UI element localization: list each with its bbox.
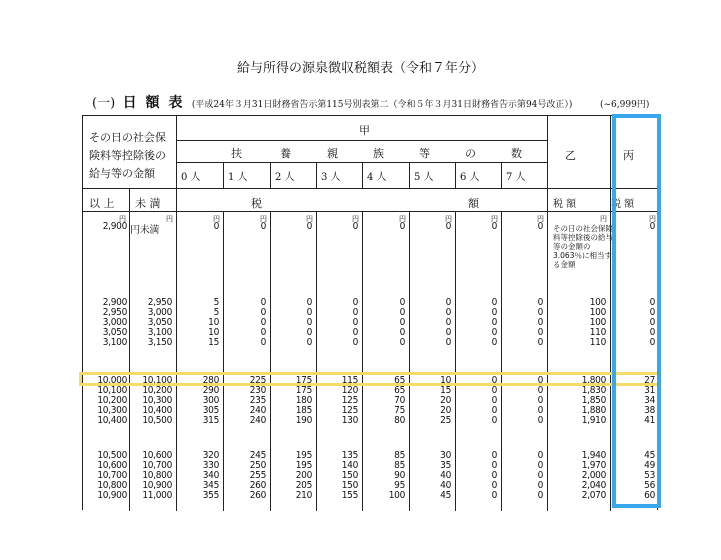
gaku-header: 額: [468, 197, 479, 210]
table-row-value: 0: [537, 405, 543, 416]
fuyo-header-char: 数: [511, 147, 522, 160]
table-row-value: 80: [394, 415, 405, 426]
table-row-hei: 38: [644, 405, 655, 416]
table-row-otsu: 1,940: [581, 450, 606, 461]
table-rule: [455, 162, 456, 188]
table-name: 日 額 表: [122, 95, 185, 111]
yen-unit: 円: [399, 215, 406, 223]
table-row-value: 0: [352, 317, 358, 328]
table-row-value: 0: [491, 317, 497, 328]
table-row-value: 65: [394, 375, 405, 386]
left-header: [89, 129, 166, 183]
table-row-value: 150: [341, 480, 358, 491]
table-row-value: 95: [394, 480, 405, 491]
yen-unit: 円: [537, 215, 544, 223]
table-row-value: 185: [295, 405, 312, 416]
table-rule: [270, 162, 271, 188]
table-row-ijo: 10,200: [97, 395, 127, 406]
otsu-note: その日の社会保険料等控除後の給与等の金額の3.063％に相当する金額: [553, 224, 613, 269]
table-row-value: 0: [537, 460, 543, 471]
table-row-value: 245: [249, 450, 266, 461]
hei-header: 丙: [623, 149, 634, 162]
table-rule: [409, 162, 410, 188]
table-row-value: 210: [295, 490, 312, 501]
table-row-value: 0: [306, 317, 312, 328]
table-row-value: 0: [537, 297, 543, 308]
table-row-value: 90: [394, 470, 405, 481]
table-row-value: 0: [445, 307, 451, 318]
first-row-value: 0: [491, 221, 497, 232]
table-row-value: 355: [202, 490, 219, 501]
table-row-value: 0: [491, 307, 497, 318]
table-row-hei: 45: [644, 450, 655, 461]
yen-unit: 円: [119, 215, 126, 223]
table-row-value: 0: [537, 490, 543, 501]
table-row-value: 0: [491, 490, 497, 501]
table-row-value: 0: [537, 307, 543, 318]
page-title: 給与所得の源泉徴収税額表（令和７年分）: [236, 61, 484, 76]
table-row-hei: 49: [644, 460, 655, 471]
yen-unit: 円: [306, 215, 313, 223]
table-row-value: 0: [537, 470, 543, 481]
left-header-line: その日の社会保: [89, 131, 166, 144]
table-row-value: 0: [537, 337, 543, 348]
dependent-count-header: 7 人: [506, 172, 526, 183]
table-row-hei: 34: [644, 395, 655, 406]
first-row-value: 0: [213, 221, 219, 232]
table-row-value: 0: [537, 385, 543, 396]
legal-note: (平成24年３月31日財務省告示第115号別表第二（令和５年３月31日財務省告示第94号改正）): [191, 100, 573, 110]
miman-header: 未 満: [135, 197, 161, 210]
table-row-value: 0: [260, 327, 266, 338]
table-row-ijo: 10,500: [97, 450, 127, 461]
table-row-miman: 10,200: [142, 385, 172, 396]
table-rule: [316, 162, 317, 188]
table-row-value: 0: [260, 297, 266, 308]
table-row-value: 40: [440, 470, 451, 481]
table-row-value: 125: [341, 395, 358, 406]
table-row-value: 205: [295, 480, 312, 491]
table-row-ijo: 10,600: [97, 460, 127, 471]
table-row-hei: 0: [649, 317, 655, 328]
first-row-miman: 円未満: [130, 225, 160, 236]
table-row-value: 30: [440, 450, 451, 461]
table-row-value: 135: [341, 450, 358, 461]
table-row-value: 0: [399, 297, 405, 308]
table-row-otsu: 1,970: [581, 460, 606, 471]
highlight-hei-column: [612, 114, 661, 508]
table-row-value: 20: [440, 395, 451, 406]
table-row-value: 0: [537, 317, 543, 328]
table-row-value: 85: [394, 460, 405, 471]
table-row-value: 250: [249, 460, 266, 471]
table-row-miman: 10,500: [142, 415, 172, 426]
table-row-value: 180: [295, 395, 312, 406]
table-row-miman: 10,400: [142, 405, 172, 416]
table-row-ijo: 10,400: [97, 415, 127, 426]
table-row-value: 175: [295, 385, 312, 396]
table-row-value: 0: [352, 337, 358, 348]
table-row-value: 45: [440, 490, 451, 501]
table-row-hei: 56: [644, 480, 655, 491]
zei-header: 税: [251, 197, 262, 210]
table-row-miman: 11,000: [142, 490, 172, 501]
ijo-header: 以 上: [89, 197, 115, 210]
table-row-value: 0: [537, 395, 543, 406]
table-row-value: 85: [394, 450, 405, 461]
table-row-value: 0: [306, 297, 312, 308]
table-row-ijo: 10,000: [97, 375, 127, 386]
table-row-value: 10: [208, 327, 219, 338]
table-row-miman: 2,950: [147, 297, 172, 308]
table-row-value: 0: [260, 317, 266, 328]
table-row-miman: 3,000: [147, 307, 172, 318]
first-row-value: 0: [352, 221, 358, 232]
table-row-otsu: 2,070: [581, 490, 606, 501]
table-row-miman: 3,150: [147, 337, 172, 348]
table-row-value: 0: [445, 327, 451, 338]
yen-unit: 円: [260, 215, 267, 223]
dependent-count-header: 6 人: [460, 172, 480, 183]
table-row-value: 70: [394, 395, 405, 406]
table-row-value: 0: [306, 327, 312, 338]
table-row-value: 0: [537, 375, 543, 386]
table-row-value: 150: [341, 470, 358, 481]
table-row-value: 195: [295, 450, 312, 461]
table-row-hei: 53: [644, 470, 655, 481]
table-rule: [83, 188, 659, 189]
dependent-count-header: 5 人: [414, 172, 434, 183]
table-row-otsu: 110: [589, 337, 606, 348]
table-row-hei: 0: [649, 307, 655, 318]
table-row-otsu: 2,040: [581, 480, 606, 491]
fuyo-header-char: 養: [280, 147, 291, 160]
table-row-value: 0: [537, 327, 543, 338]
table-row-otsu: 1,850: [581, 395, 606, 406]
withholding-tax-table: [82, 115, 658, 510]
table-row-value: 35: [440, 460, 451, 471]
table-subheading: [92, 92, 572, 112]
hei-zeigaku-header: 税 額: [611, 199, 635, 210]
table-row-hei: 60: [644, 490, 655, 501]
table-row-value: 100: [388, 490, 405, 501]
table-row-value: 5: [213, 307, 219, 318]
table-row-miman: 10,800: [142, 470, 172, 481]
table-row-otsu: 1,910: [581, 415, 606, 426]
table-row-value: 15: [208, 337, 219, 348]
table-row-value: 315: [202, 415, 219, 426]
first-row-value: 0: [260, 221, 266, 232]
table-row-miman: 10,700: [142, 460, 172, 471]
dependent-count-header: 0 人: [181, 172, 201, 183]
table-row-value: 0: [537, 415, 543, 426]
dependent-count-header: 4 人: [367, 172, 387, 183]
table-row-otsu: 1,800: [581, 375, 606, 386]
table-row-value: 25: [440, 415, 451, 426]
yen-unit: 円: [649, 215, 656, 223]
table-row-value: 330: [202, 460, 219, 471]
table-row-value: 0: [399, 337, 405, 348]
table-row-hei: 31: [644, 385, 655, 396]
table-row-value: 115: [341, 375, 358, 386]
section-number: (一): [92, 96, 116, 111]
first-row-value: 0: [399, 221, 405, 232]
table-row-value: 0: [491, 470, 497, 481]
table-row-ijo: 10,700: [97, 470, 127, 481]
otsu-zeigaku-header: 税 額: [553, 199, 577, 210]
table-row-value: 0: [491, 327, 497, 338]
table-rule: [362, 162, 363, 188]
table-row-value: 240: [249, 415, 266, 426]
table-row-value: 20: [440, 405, 451, 416]
table-row-otsu: 100: [589, 317, 606, 328]
fuyo-header-char: 扶: [231, 147, 242, 160]
table-rule: [501, 162, 502, 188]
table-row-ijo: 10,900: [97, 490, 127, 501]
table-row-otsu: 1,880: [581, 405, 606, 416]
table-row-otsu: 110: [589, 327, 606, 338]
table-row-value: 345: [202, 480, 219, 491]
table-row-value: 255: [249, 470, 266, 481]
table-row-value: 0: [491, 337, 497, 348]
table-row-value: 240: [249, 405, 266, 416]
table-row-value: 0: [537, 480, 543, 491]
table-row-value: 0: [491, 450, 497, 461]
table-row-value: 40: [440, 480, 451, 491]
table-row-hei: 27: [644, 375, 655, 386]
table-row-value: 300: [202, 395, 219, 406]
table-row-ijo: 10,800: [97, 480, 127, 491]
table-row-value: 0: [399, 327, 405, 338]
table-row-value: 5: [213, 297, 219, 308]
table-row-value: 0: [491, 375, 497, 386]
table-row-value: 0: [260, 337, 266, 348]
table-row-value: 0: [491, 395, 497, 406]
left-header-line: 険料等控除後の: [89, 149, 166, 162]
table-row-value: 0: [491, 385, 497, 396]
yen-unit: 円: [445, 215, 452, 223]
table-row-hei: 0: [649, 327, 655, 338]
table-row-ijo: 3,050: [102, 327, 127, 338]
fuyo-header-char: の: [465, 147, 476, 160]
table-row-value: 195: [295, 460, 312, 471]
dependent-count-header: 1 人: [228, 172, 248, 183]
table-row-value: 225: [249, 375, 266, 386]
table-row-otsu: 100: [589, 307, 606, 318]
first-row-ijo: 2,900: [102, 221, 127, 232]
otsu-header: 乙: [565, 149, 576, 162]
table-row-value: 235: [249, 395, 266, 406]
table-row-value: 0: [445, 337, 451, 348]
yen-unit: 円: [352, 215, 359, 223]
table-row-value: 120: [341, 385, 358, 396]
table-rule: [176, 140, 547, 141]
table-row-miman: 10,900: [142, 480, 172, 491]
table-row-value: 65: [394, 385, 405, 396]
table-row-ijo: 10,100: [97, 385, 127, 396]
table-row-value: 0: [352, 297, 358, 308]
table-row-value: 0: [537, 450, 543, 461]
table-row-otsu: 1,830: [581, 385, 606, 396]
yen-unit: 円: [213, 215, 220, 223]
table-row-value: 0: [445, 317, 451, 328]
table-row-value: 175: [295, 375, 312, 386]
table-row-value: 0: [352, 327, 358, 338]
table-row-miman: 10,600: [142, 450, 172, 461]
yen-unit: 円: [166, 215, 173, 223]
table-row-value: 10: [208, 317, 219, 328]
table-row-value: 340: [202, 470, 219, 481]
table-row-value: 0: [445, 297, 451, 308]
table-rule: [223, 162, 224, 188]
table-row-value: 305: [202, 405, 219, 416]
table-row-value: 190: [295, 415, 312, 426]
table-row-value: 260: [249, 490, 266, 501]
yen-unit: 円: [491, 215, 498, 223]
table-row-miman: 10,300: [142, 395, 172, 406]
table-row-value: 0: [491, 297, 497, 308]
first-row-value: 0: [537, 221, 543, 232]
fuyo-header-char: 族: [373, 147, 384, 160]
range-note: (~6,999円): [600, 100, 650, 110]
left-header-line: 給与等の金額: [89, 167, 155, 180]
ko-header: 甲: [359, 124, 370, 137]
table-row-value: 290: [202, 385, 219, 396]
table-row-otsu: 100: [589, 297, 606, 308]
table-row-value: 0: [306, 307, 312, 318]
first-row-value: 0: [306, 221, 312, 232]
table-row-value: 0: [352, 307, 358, 318]
table-row-hei: 41: [644, 415, 655, 426]
table-row-value: 0: [306, 337, 312, 348]
table-row-ijo: 2,900: [102, 297, 127, 308]
table-row-ijo: 2,950: [102, 307, 127, 318]
table-row-ijo: 3,100: [102, 337, 127, 348]
table-rule: [83, 211, 659, 212]
table-row-value: 0: [491, 460, 497, 471]
table-row-value: 0: [399, 317, 405, 328]
table-row-value: 200: [295, 470, 312, 481]
yen-unit: 円: [600, 215, 607, 223]
table-row-value: 0: [399, 307, 405, 318]
table-row-hei: 0: [649, 297, 655, 308]
table-row-value: 130: [341, 415, 358, 426]
table-row-ijo: 3,000: [102, 317, 127, 328]
table-row-miman: 10,100: [142, 375, 172, 386]
table-row-value: 280: [202, 375, 219, 386]
table-row-value: 0: [491, 480, 497, 491]
table-row-ijo: 10,300: [97, 405, 127, 416]
table-row-value: 125: [341, 405, 358, 416]
table-row-otsu: 2,000: [581, 470, 606, 481]
highlight-row-10000: [79, 372, 661, 386]
table-row-value: 260: [249, 480, 266, 491]
table-row-value: 155: [341, 490, 358, 501]
table-row-value: 15: [440, 385, 451, 396]
table-row-value: 0: [260, 307, 266, 318]
first-row-value: 0: [445, 221, 451, 232]
table-row-value: 0: [491, 405, 497, 416]
table-row-miman: 3,050: [147, 317, 172, 328]
table-row-value: 320: [202, 450, 219, 461]
table-row-miman: 3,100: [147, 327, 172, 338]
table-row-value: 10: [440, 375, 451, 386]
table-row-value: 230: [249, 385, 266, 396]
first-row-hei: 0: [649, 221, 655, 232]
table-row-value: 0: [491, 415, 497, 426]
table-row-value: 75: [394, 405, 405, 416]
dependent-count-header: 2 人: [275, 172, 295, 183]
table-row-value: 140: [341, 460, 358, 471]
dependent-count-header: 3 人: [321, 172, 341, 183]
table-row-hei: 0: [649, 337, 655, 348]
fuyo-header-char: 親: [327, 147, 338, 160]
fuyo-header-char: 等: [419, 147, 430, 160]
